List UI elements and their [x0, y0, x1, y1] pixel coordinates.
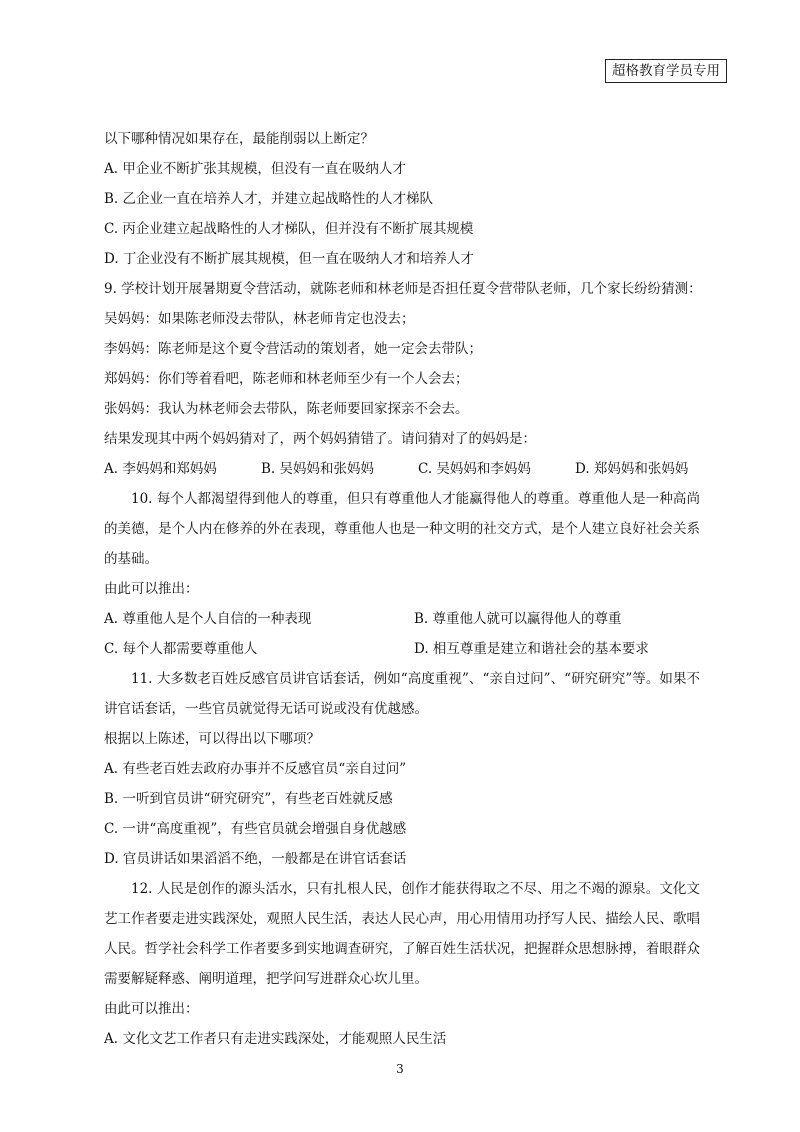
- q12-question: 由此可以推出：: [104, 1001, 199, 1017]
- q8-option-d: D. 丁企业没有不断扩展其规模，但一直在吸纳人才和培养人才: [104, 251, 474, 267]
- q8-option-b: B. 乙企业一直在培养人才，并建立起战略性的人才梯队: [104, 191, 434, 207]
- q10-option-b: B. 尊重他人就可以赢得他人的尊重: [414, 611, 622, 627]
- q9-question: 结果发现其中两个妈妈猜对了，两个妈妈猜错了。请问猜对了的妈妈是：: [104, 431, 536, 447]
- q11-stem: 11. 大多数老百姓反感官员讲官话套话，例如“高度重视”、“亲自过问”、“研究研究”等。如果不讲官话套话，一些官员就觉得无话可说或没有优越感。: [104, 671, 700, 717]
- q12-stem: 12. 人民是创作的源头活水，只有扎根人民，创作才能获得取之不尽、用之不竭的源泉。文化文艺工作者要走进实践深处，观照人民生活，表达人民心声，用心用情用功抒写人民、描绘人民、歌唱人民。哲学社会科学工作者要多到实地调查研究，了解百姓生活状况，把握群众思想脉搏，着眼群众需要解疑释惑、阐明道理，把学问写进群众心坎儿里。: [104, 881, 700, 987]
- q10-option-d: D. 相互尊重是建立和谐社会的基本要求: [414, 641, 649, 657]
- page-content: [104, 124, 700, 1054]
- q11-option-c: C. 一讲“高度重视”，有些官员就会增强自身优越感: [104, 821, 407, 837]
- header-badge: 超格教育学员专用: [605, 59, 727, 83]
- q9-statement-li: 李妈妈：陈老师是这个夏令营活动的策划者，她一定会去带队；: [104, 341, 482, 357]
- q9-option-a: A. 李妈妈和郑妈妈: [104, 461, 217, 477]
- q9-statement-wu: 吴妈妈：如果陈老师没去带队，林老师肯定也没去；: [104, 311, 415, 327]
- page-number: 3: [396, 1062, 404, 1076]
- q10-options-row-1: [104, 604, 700, 634]
- q10-option-c: C. 每个人都需要尊重他人: [104, 641, 258, 657]
- q10-question: 由此可以推出：: [104, 581, 199, 597]
- q8-option-a: A. 甲企业不断扩张其规模，但没有一直在吸纳人才: [104, 161, 406, 177]
- q9-statement-zheng: 郑妈妈：你们等着看吧，陈老师和林老师至少有一个人会去；: [104, 371, 469, 387]
- q10-option-a: A. 尊重他人是个人自信的一种表现: [104, 611, 312, 627]
- q9-statement-zhang: 张妈妈：我认为林老师会去带队，陈老师要回家探亲不会去。: [104, 401, 469, 417]
- q8-option-c: C. 丙企业建立起战略性的人才梯队，但并没有不断扩展其规模: [104, 221, 474, 237]
- q11-option-b: B. 一听到官员讲“研究研究”，有些老百姓就反感: [104, 791, 393, 807]
- q10-options-row-2: [104, 634, 700, 664]
- q9-option-c: C. 吴妈妈和李妈妈: [418, 461, 531, 477]
- q9-options: [104, 454, 700, 484]
- q12-option-a: A. 文化文艺工作者只有走进实践深处，才能观照人民生活: [104, 1031, 447, 1047]
- q9-option-b: B. 吴妈妈和张妈妈: [261, 461, 375, 477]
- q10-stem: 10. 每个人都渴望得到他人的尊重，但只有尊重他人才能赢得他人的尊重。尊重他人是一种高尚的美德，是个人内在修养的外在表现，尊重他人也是一种文明的社交方式，是个人建立良好社会关系的基础。: [104, 491, 700, 567]
- q11-option-a: A. 有些老百姓去政府办事并不反感官员“亲自过问”: [104, 761, 407, 777]
- q9-stem: 9. 学校计划开展暑期夏令营活动，就陈老师和林老师是否担任夏令营带队老师，几个家长纷纷猜测：: [104, 281, 702, 297]
- q9-option-d: D. 郑妈妈和张妈妈: [575, 461, 689, 477]
- q8-question: 以下哪种情况如果存在，最能削弱以上断定？: [104, 131, 374, 147]
- q11-option-d: D. 官员讲话如果滔滔不绝，一般都是在讲官话套话: [104, 851, 407, 867]
- q11-question: 根据以上陈述，可以得出以下哪项？: [104, 731, 320, 747]
